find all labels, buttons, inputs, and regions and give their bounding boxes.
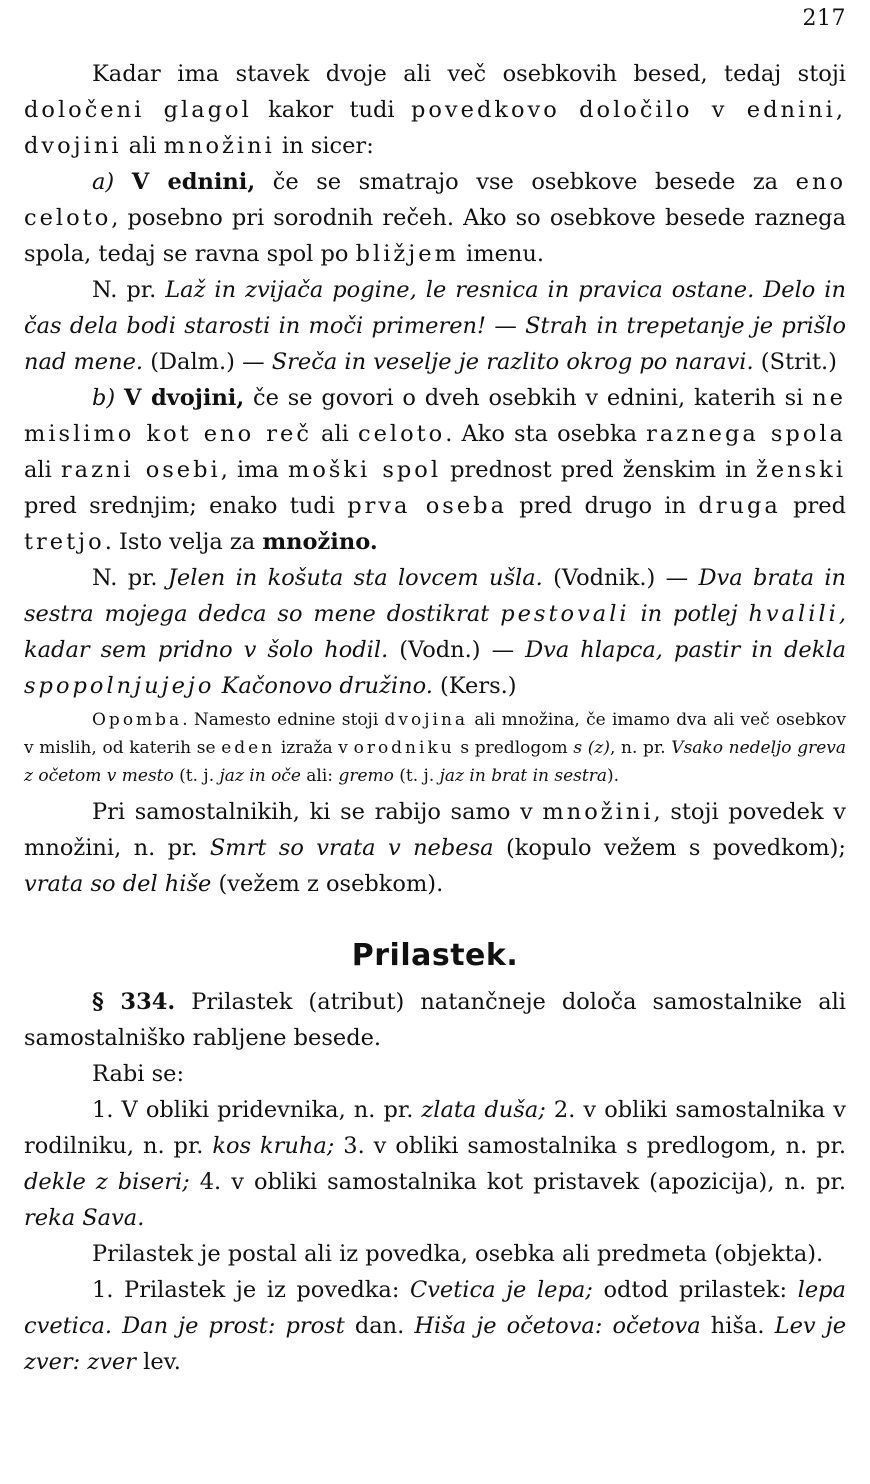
section-heading: Prilastek. [351,938,519,973]
rule-b-paragraph: b) V dvojini, če se govori o dveh osebkih v ednini, katerih si ne mislimo kot eno reč ali celoto. Ako sta osebka raznega spola ali razni osebi, ima moški spol prednost pred ženskim in ženski pred srednjim; enako tudi prva oseba pred drugo in druga pred tretjo. Isto velja za množino. [24,385,846,555]
usage-label-paragraph: Rabi se: [92,1061,185,1087]
example-a-paragraph: N. pr. Laž in zvijača pogine, le resnica in pravica ostane. Delo in čas dela bodi starosti in moči primeren! — Strah in trepetanje je prišlo nad mene. (Dalm.) — Sreča in veselje je razlito okrog po naravi. (Strit.) [24,277,846,375]
example-b-paragraph: N. pr. Jelen in košuta sta lovcem ušla. (Vodnik.) — Dva brata in sestra mojega dedca so mene dostikrat pestovali in potlej hvalili, kadar sem pridno v šolo hodil. (Vodn.) — Dva hlapca, pastir in dekla spopolnjujejo Kačonovo družino. (Kers.) [24,565,847,699]
forms-list-paragraph: 1. V obliki pridevnika, n. pr. zlata duša; 2. v obliki samostalnika v rodilniku, n. pr. kos kruha; 3. v obliki samostalnika s predlogom, n. pr. dekle z biseri; 4. v obliki samostalnika kot pristavek (apozicija), n. pr. reka Sava. [24,1097,846,1231]
body-text [24,56,846,1380]
intro-paragraph: Kadar ima stavek dvoje ali več osebkovih besed, tedaj stoji določeni glagol kakor tudi povedkovo določilo v ednini, dvojini ali množini in sicer: [24,61,847,159]
section-334-paragraph: § 334. Prilastek (atribut) natančneje določa samostalnike ali samostalniško rabljene besede. [24,989,846,1051]
book-page [24,0,846,1484]
rule-a-paragraph: a) V ednini, če se smatrajo vse osebkove besede za eno celoto, posebno pri sorodnih rečeh. Ako so osebkove besede raznega spola, tedaj se ravna spol po bližjem imenu. [24,169,847,267]
note-paragraph: Opomba. Namesto ednine stoji dvojina ali množina, če imamo dva ali več osebkov v mislih, od katerih se eden izraža v orodniku s predlogom s (z), n. pr. Vsako nedeljo greva z očetom v mesto (t. j. jaz in oče ali: gremo (t. j. jaz in brat in sestra). [24,710,847,786]
origin-paragraph: Prilastek je postal ali iz povedka, osebka ali predmeta (objekta). [92,1241,824,1267]
page-number: 217 [802,6,846,31]
predicate-origin-paragraph: 1. Prilastek je iz povedka: Cvetica je lepa; odtod prilastek: lepa cvetica. Dan je prost: prost dan. Hiša je očetova: očetova hiša. Lev je zver: zver lev. [24,1277,847,1375]
plural-only-paragraph: Pri samostalnikih, ki se rabijo samo v množini, stoji povedek v množini, n. pr. Smrt so vrata v nebesa (kopulo vežem s povedkom); vrata so del hiše (vežem z osebkom). [24,799,846,897]
